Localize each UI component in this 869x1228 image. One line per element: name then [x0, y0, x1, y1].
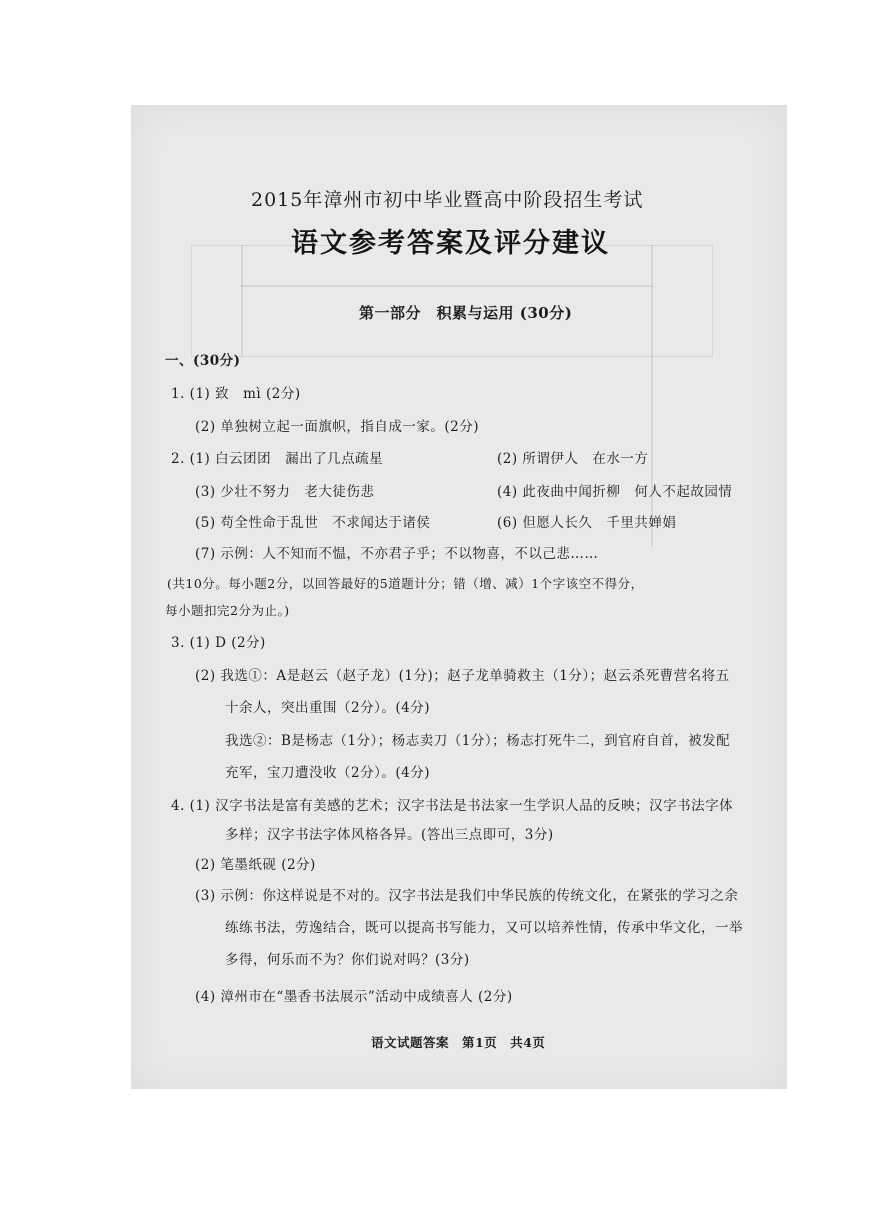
- q2-scoring-note-line2: 每小题扣完2分为止。): [165, 603, 290, 618]
- q2-row1-right: (2) 所谓伊人 在水一方: [497, 451, 649, 467]
- bleed-through-table-column: [241, 245, 243, 357]
- q1-part1: 1. (1) 致 mì (2分): [171, 386, 301, 402]
- q3-part1: 3. (1) D (2分): [171, 635, 266, 651]
- section-heading: 一、(30分): [165, 353, 241, 369]
- page-footer: 语文试题答案 第1页 共4页: [371, 1035, 546, 1050]
- q2-row1-left: 2. (1) 白云团团 漏出了几点疏星: [171, 451, 384, 467]
- bleed-through-table-column: [651, 245, 653, 547]
- q3-part2-line1: (2) 我选①：A是赵云（赵子龙）(1分)；赵子龙单骑救主（1分）；赵云杀死曹营名将五: [195, 668, 730, 684]
- bleed-through-table-row: [241, 285, 653, 287]
- q2-row3-left: (5) 苟全性命于乱世 不求闻达于诸侯: [195, 515, 431, 531]
- q2-row2-right: (4) 此夜曲中闻折柳 何人不起故园情: [497, 484, 733, 500]
- q3-part2-line2: 十余人，突出重围（2分）。(4分): [225, 700, 430, 716]
- part-heading: 第一部分 积累与运用 (30分): [359, 304, 573, 322]
- q4-part2: (2) 笔墨纸砚 (2分): [195, 857, 316, 873]
- q2-row4: (7) 示例：人不知而不愠，不亦君子乎；不以物喜，不以己悲……: [195, 546, 599, 562]
- document-subtitle: 语文参考答案及评分建议: [291, 228, 610, 259]
- q4-part3-line2: 练练书法，劳逸结合，既可以提高书写能力，又可以培养性情，传承中华文化，一举: [225, 920, 743, 936]
- q2-row3-right: (6) 但愿人长久 千里共婵娟: [497, 515, 677, 531]
- bleed-through-table: [191, 245, 713, 357]
- q2-scoring-note-line1: (共10分。每小题2分，以回答最好的5道题计分；错（增、减）1个字该空不得分，: [167, 576, 644, 591]
- q4-part1-line2: 多样；汉字书法字体风格各异。(答出三点即可，3分): [225, 827, 554, 843]
- q4-part3-line3: 多得，何乐而不为？你们说对吗？(3分): [225, 952, 470, 968]
- scanned-answer-sheet: [131, 105, 787, 1089]
- q3-part2-alt-line1: 我选②：B是杨志（1分）；杨志卖刀（1分）；杨志打死牛二，到官府自首，被发配: [225, 733, 731, 749]
- q4-part4: (4) 漳州市在“墨香书法展示”活动中成绩喜人 (2分): [195, 989, 513, 1005]
- q3-part2-alt-line2: 充军，宝刀遭没收（2分）。(4分): [225, 765, 430, 781]
- q1-part2: (2) 单独树立起一面旗帜，指自成一家。(2分): [195, 419, 480, 435]
- q4-part3-line1: (3) 示例：你这样说是不对的。汉字书法是我们中华民族的传统文化，在紧张的学习之余: [195, 888, 739, 904]
- q4-part1-line1: 4. (1) 汉字书法是富有美感的艺术；汉字书法是书法家一生学识人品的反映；汉字书法字体: [171, 798, 734, 814]
- exam-title: 2015年漳州市初中毕业暨高中阶段招生考试: [251, 189, 644, 211]
- q2-row2-left: (3) 少壮不努力 老大徒伤悲: [195, 484, 375, 500]
